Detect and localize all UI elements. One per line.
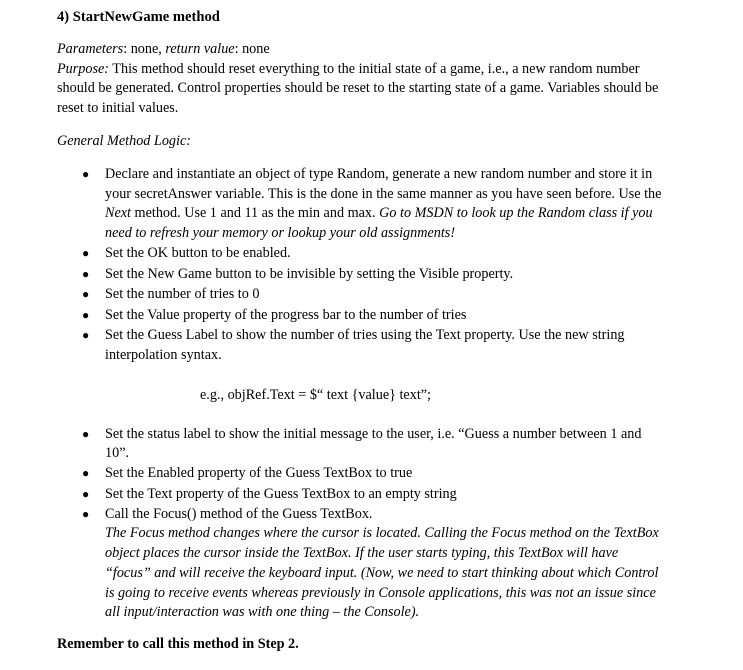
bullet-icon: ● xyxy=(82,487,90,501)
purpose-text-1: This method should reset everything to the initial state of a game, i.e., a new random number xyxy=(109,61,640,77)
bullet-5: Set the Value property of the progress bar to the number of tries xyxy=(105,307,467,323)
next-method-name: Next xyxy=(105,205,131,221)
focus-note-line-4: is going to receive events whereas previously in Console applications, this was not an issue since xyxy=(105,585,656,601)
bullet-1-line-3-note: Go to MSDN to look up the Random class if you xyxy=(379,205,653,221)
bullet-icon: ● xyxy=(82,308,90,322)
focus-note-line-1: The Focus method changes where the cursor is located. Calling the Focus method on the TextBox xyxy=(105,525,659,541)
parameters-line xyxy=(57,39,270,59)
bullet-1-line-4: need to refresh your memory or lookup your old assignments! xyxy=(105,225,456,241)
bullet-7-line-2: 10”. xyxy=(105,445,130,461)
bullet-6-line-1: Set the Guess Label to show the number of tries using the Text property. Use the new string xyxy=(105,327,625,343)
bullet-10-line-1: Call the Focus() method of the Guess TextBox. xyxy=(105,506,373,522)
focus-note-line-3: “focus” and will receive the keyboard input. (Now, we need to start thinking about which Control xyxy=(105,565,659,581)
purpose-label: Purpose: xyxy=(57,61,110,77)
bullet-1-line-3 xyxy=(105,203,653,223)
remember-note: Remember to call this method in Step 2. xyxy=(57,636,299,652)
bullet-3: Set the New Game button to be invisible by setting the Visible property. xyxy=(105,266,514,282)
example-code: e.g., objRef.Text = $“ text {value} text”; xyxy=(200,387,432,403)
bullet-7-line-1: Set the status label to show the initial message to the user, i.e. “Guess a number between 1 and xyxy=(105,426,642,442)
bullet-6-line-2: interpolation syntax. xyxy=(105,347,222,363)
bullet-1-line-2: your secretAnswer variable. This is the done in the same manner as you have seen before. Use the xyxy=(105,186,662,202)
return-value-label: return value xyxy=(165,41,235,57)
parameters-label: Parameters xyxy=(57,41,124,57)
purpose-line-1 xyxy=(57,59,639,79)
bullet-8: Set the Enabled property of the Guess TextBox to true xyxy=(105,465,413,481)
bullet-icon: ● xyxy=(82,427,90,441)
general-logic-label: General Method Logic: xyxy=(57,133,191,149)
bullet-icon: ● xyxy=(82,287,90,301)
bullet-icon: ● xyxy=(82,246,90,260)
parameters-value: : none, xyxy=(123,41,166,57)
bullet-icon: ● xyxy=(82,167,90,181)
bullet-1-line-3-text: method. Use 1 and 11 as the min and max. xyxy=(131,205,380,221)
focus-note-line-5: all input/interaction was with one thing – the Console). xyxy=(105,604,420,620)
bullet-icon: ● xyxy=(82,267,90,281)
bullet-icon: ● xyxy=(82,466,90,480)
bullet-2: Set the OK button to be enabled. xyxy=(105,245,291,261)
purpose-line-3: reset to initial values. xyxy=(57,100,179,116)
bullet-9: Set the Text property of the Guess TextBox to an empty string xyxy=(105,486,457,502)
focus-note-line-2: object places the cursor inside the TextBox. If the user starts typing, this TextBox will have xyxy=(105,545,619,561)
bullet-1-line-1: Declare and instantiate an object of type Random, generate a new random number and store it in xyxy=(105,166,653,182)
purpose-line-2: should be generated. Control properties should be reset to the starting state of a game. Variables should be xyxy=(57,80,659,96)
bullet-icon: ● xyxy=(82,328,90,342)
bullet-icon: ● xyxy=(82,507,90,521)
section-heading: 4) StartNewGame method xyxy=(57,9,220,25)
return-value-value: : none xyxy=(234,41,270,57)
bullet-4: Set the number of tries to 0 xyxy=(105,286,260,302)
